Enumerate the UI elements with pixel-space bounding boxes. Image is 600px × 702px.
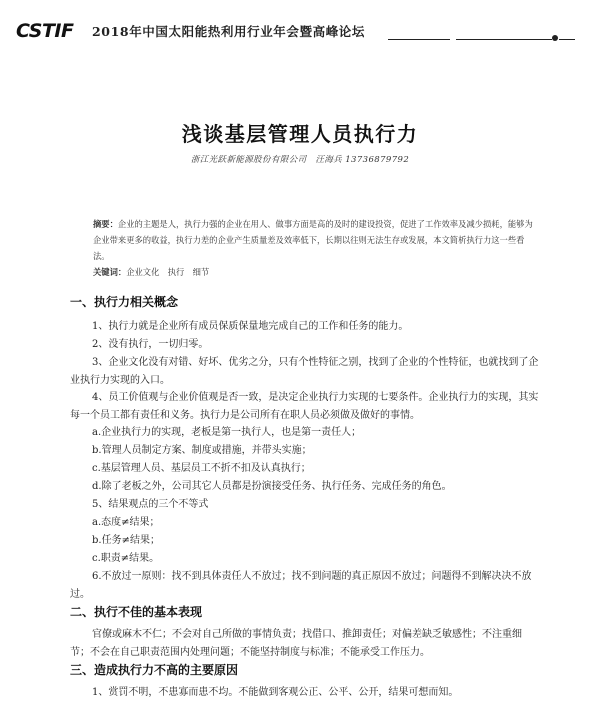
paragraph: 1、执行力就是企业所有成员保质保量地完成自己的工作和任务的能力。	[92, 321, 409, 332]
keywords-text: 企业文化 执行 细节	[126, 267, 210, 277]
list-item: a.态度≠结果；	[92, 517, 160, 528]
section-heading: 二、执行不佳的基本表现	[70, 605, 203, 619]
list-item: d.除了老板之外，公司其它人员都是扮演接受任务、执行任务、完成任务的角色。	[92, 481, 452, 492]
section-heading: 三、造成执行力不高的主要原因	[70, 663, 239, 677]
keywords	[93, 266, 209, 278]
conference-title: 2018年中国太阳能热利用行业年会暨高峰论坛	[92, 24, 365, 39]
keywords-label: 关键词：	[93, 267, 127, 277]
section-heading: 一、执行力相关概念	[70, 295, 179, 309]
header-rule	[456, 39, 552, 40]
header-rule	[559, 39, 575, 40]
paragraph: 6.不放过一原则：找不到具体责任人不放过；找不到问题的真正原因不放过；问题得不到解决决不放过。	[70, 571, 532, 600]
page-header	[16, 18, 586, 48]
paragraph: 4、员工价值观与企业价值观是否一致，是决定企业执行力实现的七要条件。企业执行力的实现，其实每一个员工都有责任和义务。执行力是公司所有在职人员必须做及做好的事情。	[70, 392, 539, 421]
paragraph: 官僚或麻木不仁；不会对自己所做的事情负责；找借口、推卸责任；对偏差缺乏敏感性；不注重细节；不会在自己职责范围内处理问题；不能坚持制度与标准；不能承受工作压力。	[70, 629, 522, 658]
paragraph: 5、结果观点的三个不等式	[92, 499, 209, 510]
paragraph: 1、赏罚不明，不患寡而患不均。不能做到客观公正、公平、公开，结果可想而知。	[92, 687, 459, 698]
conference-logo: CSTIF	[16, 20, 74, 42]
abstract	[93, 216, 533, 264]
list-item: c.职责≠结果。	[92, 553, 160, 564]
abstract-text: 企业的主题是人，执行力强的企业在用人、做事方面是高的及时的建设投资，促进了工作效率及减少损耗，能够为企业带来更多的收益，执行力差的企业产生质量差及效率低下，长期以往则无法生存或发展，本文简析执行力这一些看法。	[93, 219, 533, 261]
list-item: a.企业执行力的实现，老板是第一执行人，也是第一责任人；	[92, 427, 362, 438]
list-item: b.任务≠结果；	[92, 535, 160, 546]
paragraph: 3、企业文化没有对错、好坏、优劣之分，只有个性特征之别，找到了企业的个性特征，也就找到了企业执行力实现的入口。	[70, 357, 539, 386]
header-dot	[552, 35, 558, 41]
article-title: 浅谈基层管理人员执行力	[181, 122, 419, 146]
abstract-label: 摘要：	[93, 219, 118, 229]
list-item: c.基层管理人员、基层员工不折不扣及认真执行；	[92, 463, 311, 474]
author-line: 浙江光跃新能源股份有限公司 汪海兵 13736879792	[190, 155, 410, 165]
list-item: b.管理人员制定方案、制度或措施，并带头实施；	[92, 445, 312, 456]
paragraph: 2、没有执行，一切归零。	[92, 339, 209, 350]
header-rule	[388, 39, 450, 40]
